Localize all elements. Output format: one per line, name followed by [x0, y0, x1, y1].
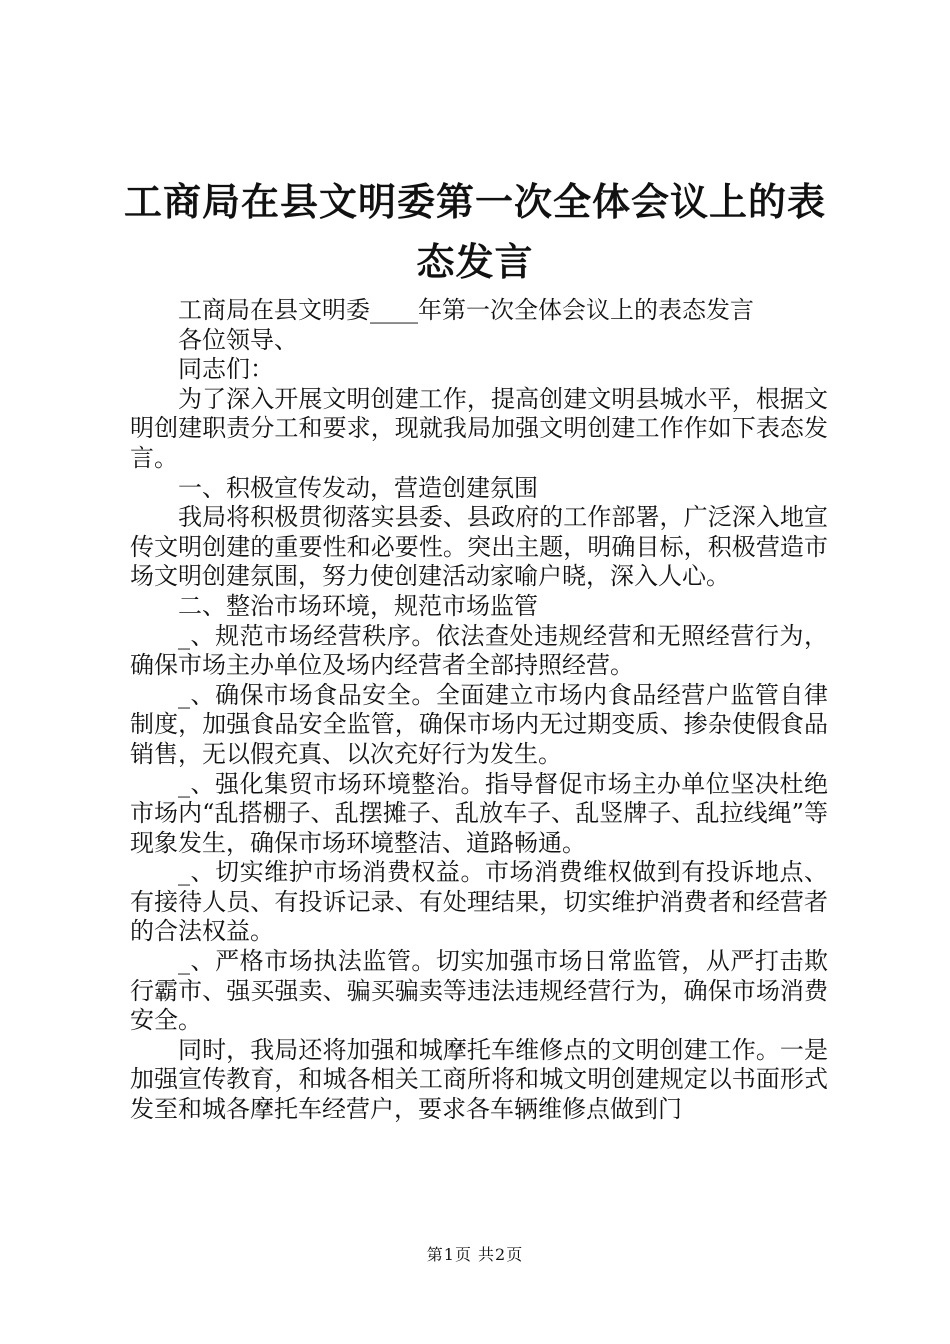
paragraph: 为了深入开展文明创建工作，提高创建文明县城水平，根据文明创建职责分工和要求，现就我局加强文明创建工作作如下表态发言。: [130, 384, 828, 472]
document-body: [130, 296, 828, 1125]
section-heading: 一、积极宣传发动，营造创建氛围: [178, 473, 538, 502]
paragraph: _、强化集贸市场环境整治。指导督促市场主办单位坚决杜绝市场内“乱搭棚子、乱摆摊子、乱放车子、乱竖牌子、乱拉线绳”等现象发生，确保市场环境整洁、道路畅通。: [130, 769, 828, 857]
page-footer: 第1页 共2页: [426, 1245, 524, 1264]
paragraph: 各位领导、: [178, 325, 298, 354]
paragraph: 同志们：: [178, 355, 274, 384]
paragraph: 工商局在县文明委____年第一次全体会议上的表态发言: [178, 296, 754, 324]
paragraph: _、确保市场食品安全。全面建立市场内食品经营户监管自律制度，加强食品安全监管，确保市场内无过期变质、掺杂使假食品销售，无以假充真、以次充好行为发生。: [130, 680, 828, 768]
paragraph: _、切实维护市场消费权益。市场消费维权做到有投诉地点、有接待人员、有投诉记录、有处理结果，切实维护消费者和经营者的合法权益。: [130, 858, 828, 946]
section-heading: 二、整治市场环境，规范市场监管: [178, 591, 538, 620]
paragraph: _、规范市场经营秩序。依法查处违规经营和无照经营行为，确保市场主办单位及场内经营者全部持照经营。: [130, 621, 828, 680]
paragraph: 我局将积极贯彻落实县委、县政府的工作部署，广泛深入地宣传文明创建的重要性和必要性。突出主题，明确目标，积极营造市场文明创建氛围，努力使创建活动家喻户晓，深入人心。: [130, 503, 828, 591]
paragraph: _、严格市场执法监管。切实加强市场日常监管，从严打击欺行霸市、强买强卖、骗买骗卖等违法违规经营行为，确保市场消费安全。: [130, 947, 828, 1035]
document-title: 工商局在县文明委第一次全体会议上的表态发言: [123, 179, 826, 284]
paragraph: 同时，我局还将加强和城摩托车维修点的文明创建工作。一是加强宣传教育，和城各相关工商所将和城文明创建规定以书面形式发至和城各摩托车经营户，要求各车辆维修点做到门: [130, 1035, 828, 1124]
